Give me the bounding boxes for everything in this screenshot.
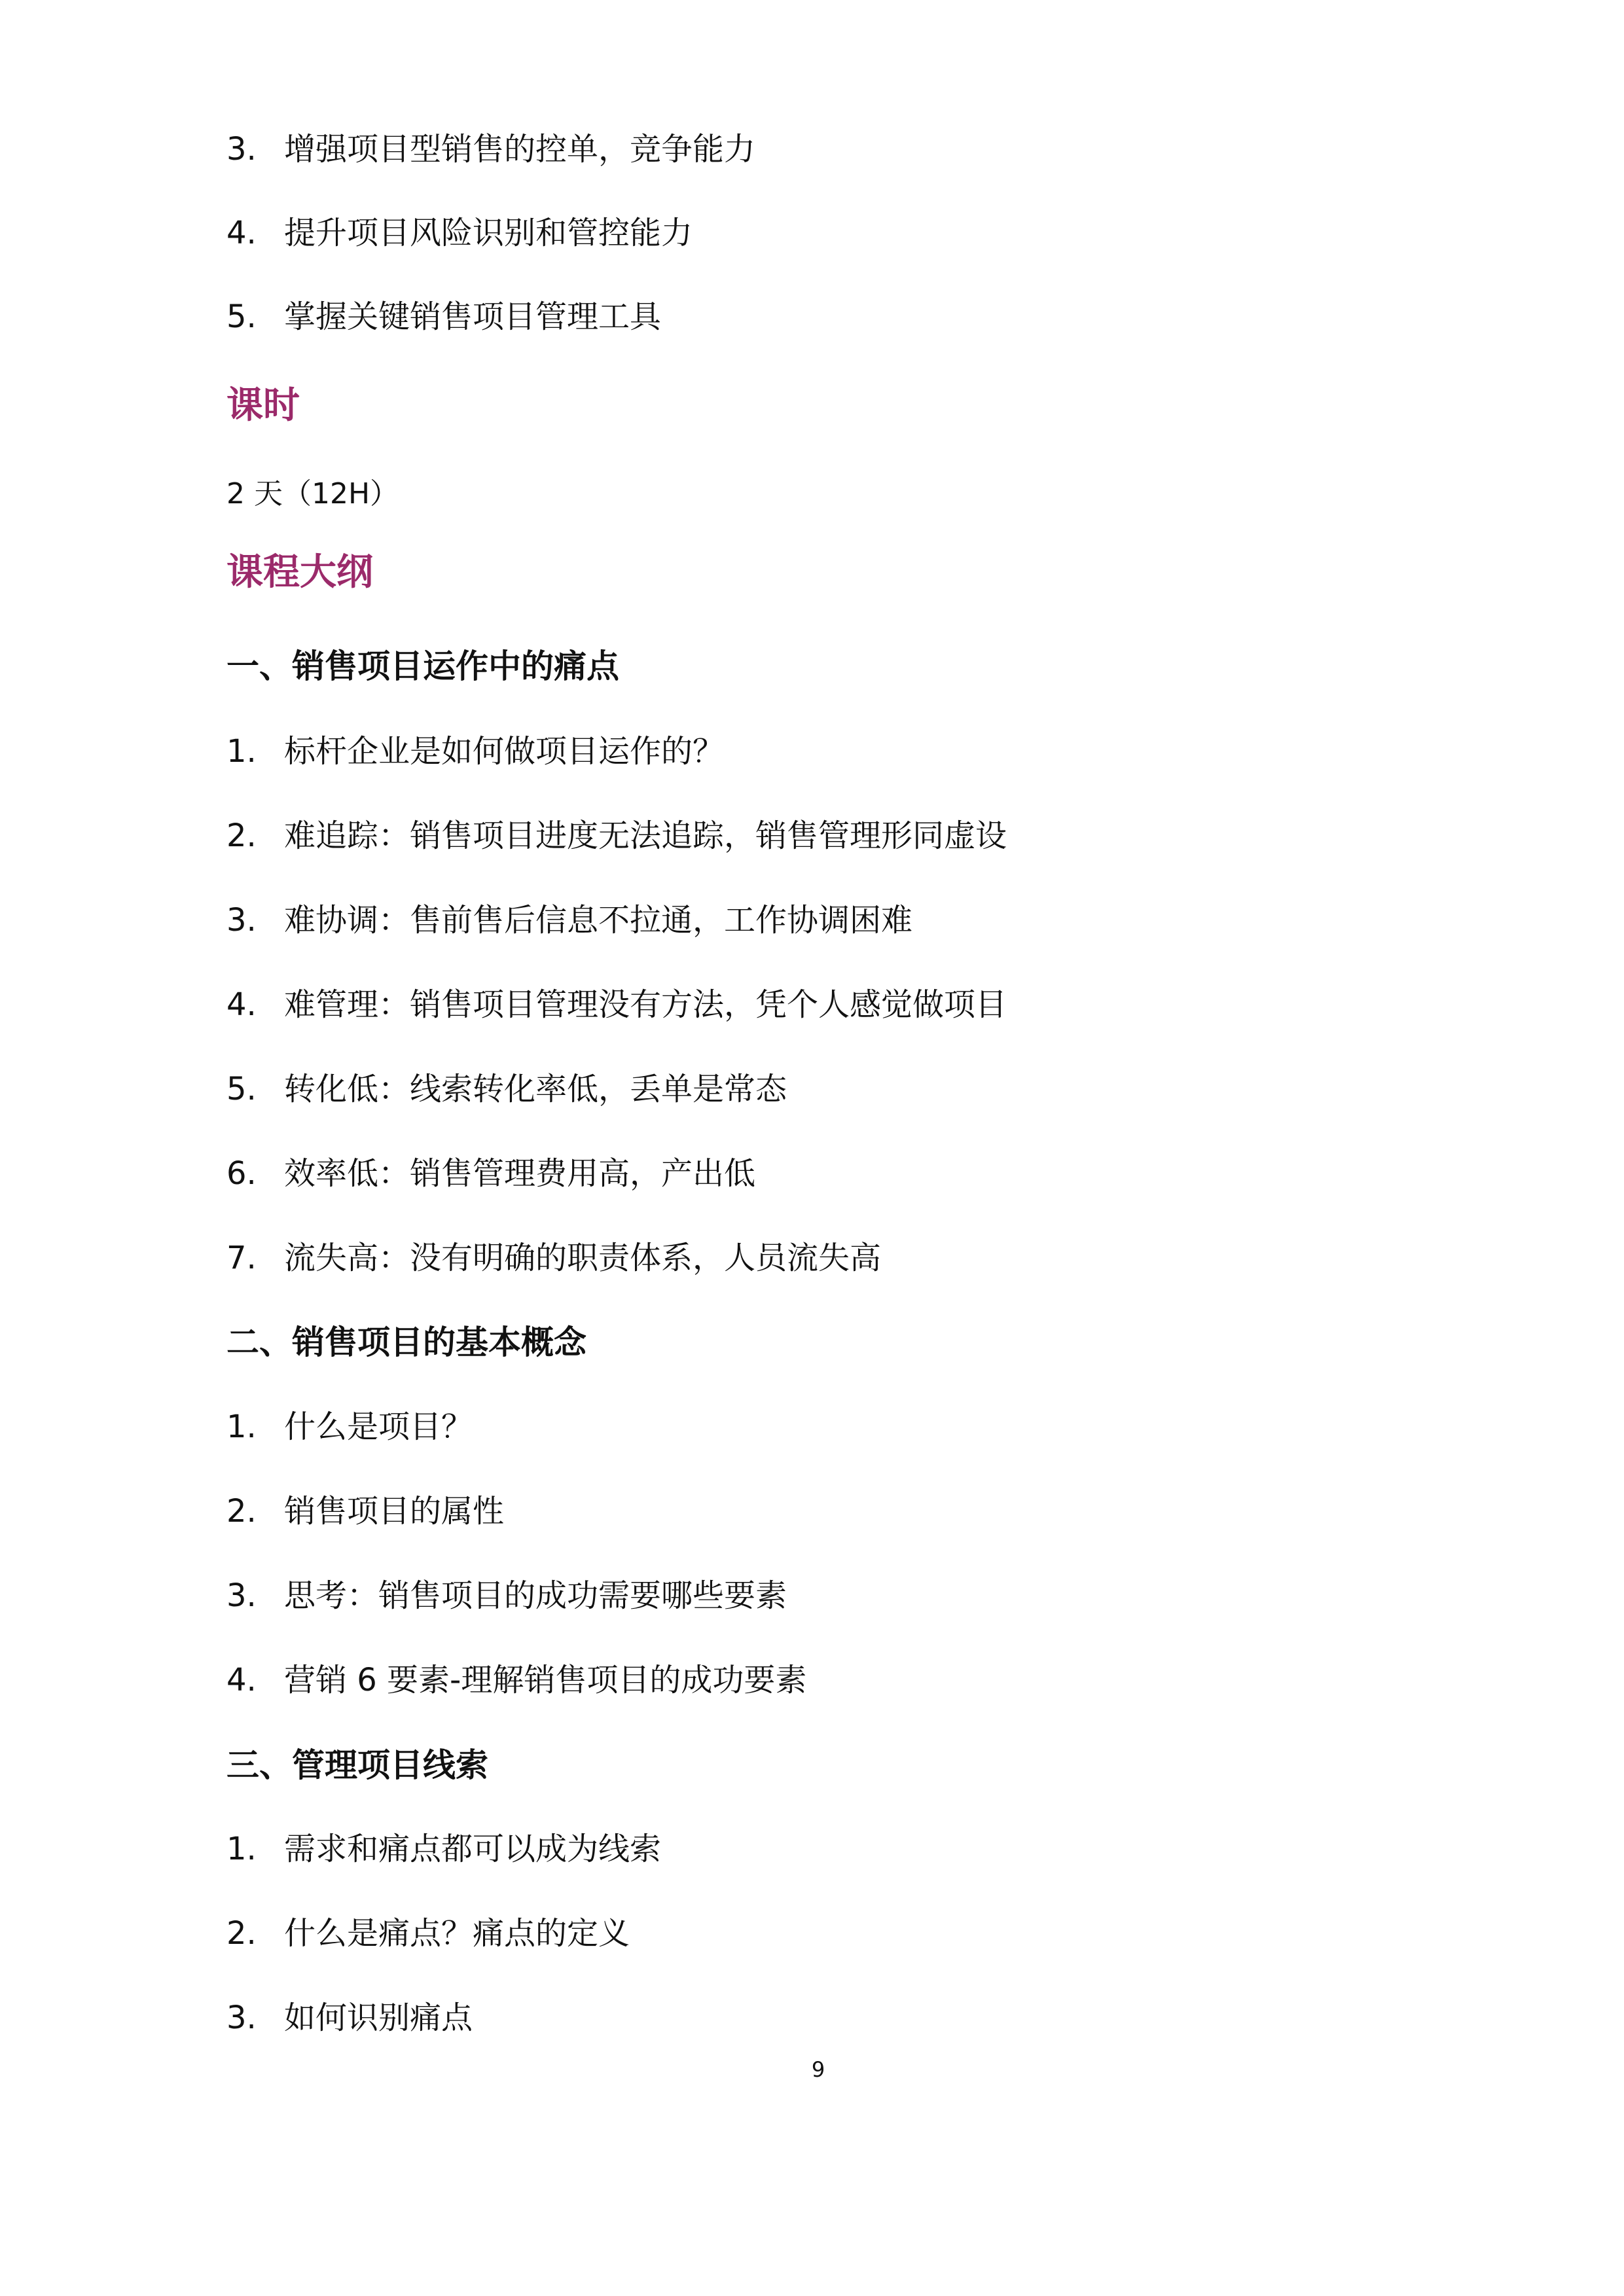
page-number: 9 <box>811 2057 825 2082</box>
list-item: 5. 转化低：线索转化率低，丢单是常态 <box>226 1071 787 1107</box>
list-item: 5. 掌握关键销售项目管理工具 <box>226 298 662 335</box>
list-item: 3. 如何识别痛点 <box>226 2000 473 2036</box>
hours-value: 2 天（12H） <box>226 477 399 511</box>
list-item: 7. 流失高：没有明确的职责体系，人员流失高 <box>226 1240 882 1276</box>
outline-section-title: 三、管理项目线索 <box>226 1746 488 1784</box>
list-item: 3. 难协调：售前售后信息不拉通，工作协调困难 <box>226 902 913 939</box>
list-item: 4. 提升项目风险识别和管控能力 <box>226 215 693 251</box>
list-item: 2. 销售项目的属性 <box>226 1493 505 1530</box>
list-item: 6. 效率低：销售管理费用高，产出低 <box>226 1155 756 1192</box>
list-item: 3. 思考：销售项目的成功需要哪些要素 <box>226 1577 787 1614</box>
outline-section-title: 一、销售项目运作中的痛点 <box>226 647 619 685</box>
list-item: 4. 难管理：销售项目管理没有方法，凭个人感觉做项目 <box>226 986 1007 1023</box>
list-item: 1. 什么是项目？ <box>226 1408 473 1445</box>
section-heading-outline: 课程大纲 <box>226 551 373 594</box>
list-item: 2. 什么是痛点？痛点的定义 <box>226 1915 630 1952</box>
outline-section-title: 二、销售项目的基本概念 <box>226 1323 586 1361</box>
list-item: 1. 需求和痛点都可以成为线索 <box>226 1831 662 1867</box>
list-item: 2. 难追踪：销售项目进度无法追踪，销售管理形同虚设 <box>226 817 1007 854</box>
list-item: 1. 标杆企业是如何做项目运作的？ <box>226 733 725 770</box>
section-heading-hours: 课时 <box>226 384 300 427</box>
list-item: 3. 增强项目型销售的控单，竞争能力 <box>226 131 756 168</box>
list-item: 4. 营销 6 要素-理解销售项目的成功要素 <box>226 1662 807 1698</box>
